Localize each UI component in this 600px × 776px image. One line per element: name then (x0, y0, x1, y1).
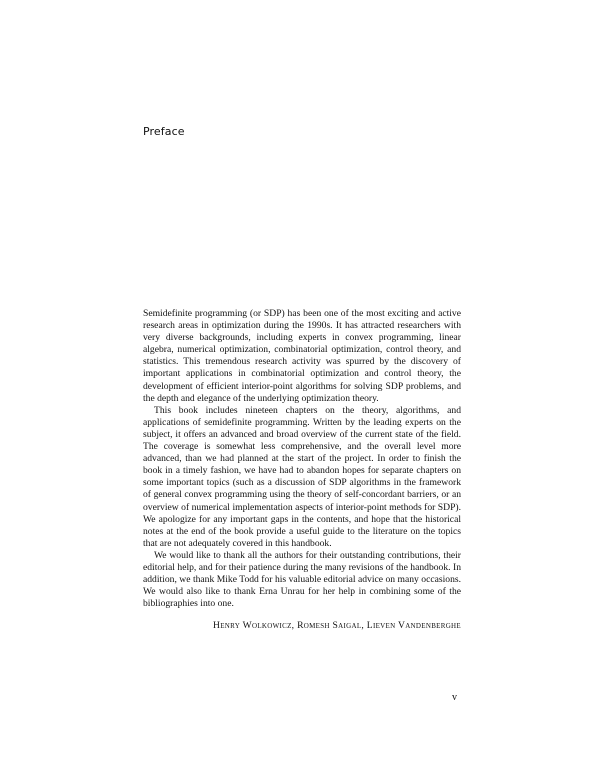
page-title: Preface (143, 125, 185, 138)
page-number: v (452, 692, 457, 703)
paragraph-3: We would like to thank all the authors for their outstanding contributions, their editorial help, and for their patience during the many revisions of the handbook. In addition, we thank Mike Todd for his valuable editorial advice on many occasions. We would also like to thank Erna Unrau for her help in combining some of the bibliographies into one. (143, 549, 461, 610)
paragraph-2: This book includes nineteen chapters on the theory, algorithms, and applications of semidefinite programming. Written by the leading experts on the subject, it offers an advanced and broad overview of the current state of the field. The coverage is somewhat less comprehensive, and the overall level more advanced, than we had planned at the start of the project. In order to finish the book in a timely fashion, we have had to abandon hopes for separate chapters on some important topics (such as a discussion of SDP algorithms in the framework of general convex programming using the theory of self-concordant barriers, or an overview of numerical implementation aspects of interior-point methods for SDP). We apologize for any important gaps in the contents, and hope that the historical notes at the end of the book provide a useful guide to the literature on the topics that are not adequately covered in this handbook. (143, 404, 461, 549)
author-signature: Henry Wolkowicz, Romesh Saigal, Lieven Vandenberghe (212, 620, 461, 631)
paragraph-1: Semidefinite programming (or SDP) has been one of the most exciting and active research areas in optimization during the 1990s. It has attracted researchers with very diverse backgrounds, including experts in convex programming, linear algebra, numerical optimization, combinatorial optimization, control theory, and statistics. This tremendous research activity was spurred by the discovery of important applications in combinatorial optimization and control theory, the development of efficient interior-point algorithms for solving SDP problems, and the depth and elegance of the underlying optimization theory. (143, 308, 461, 404)
preface-body (143, 308, 461, 610)
